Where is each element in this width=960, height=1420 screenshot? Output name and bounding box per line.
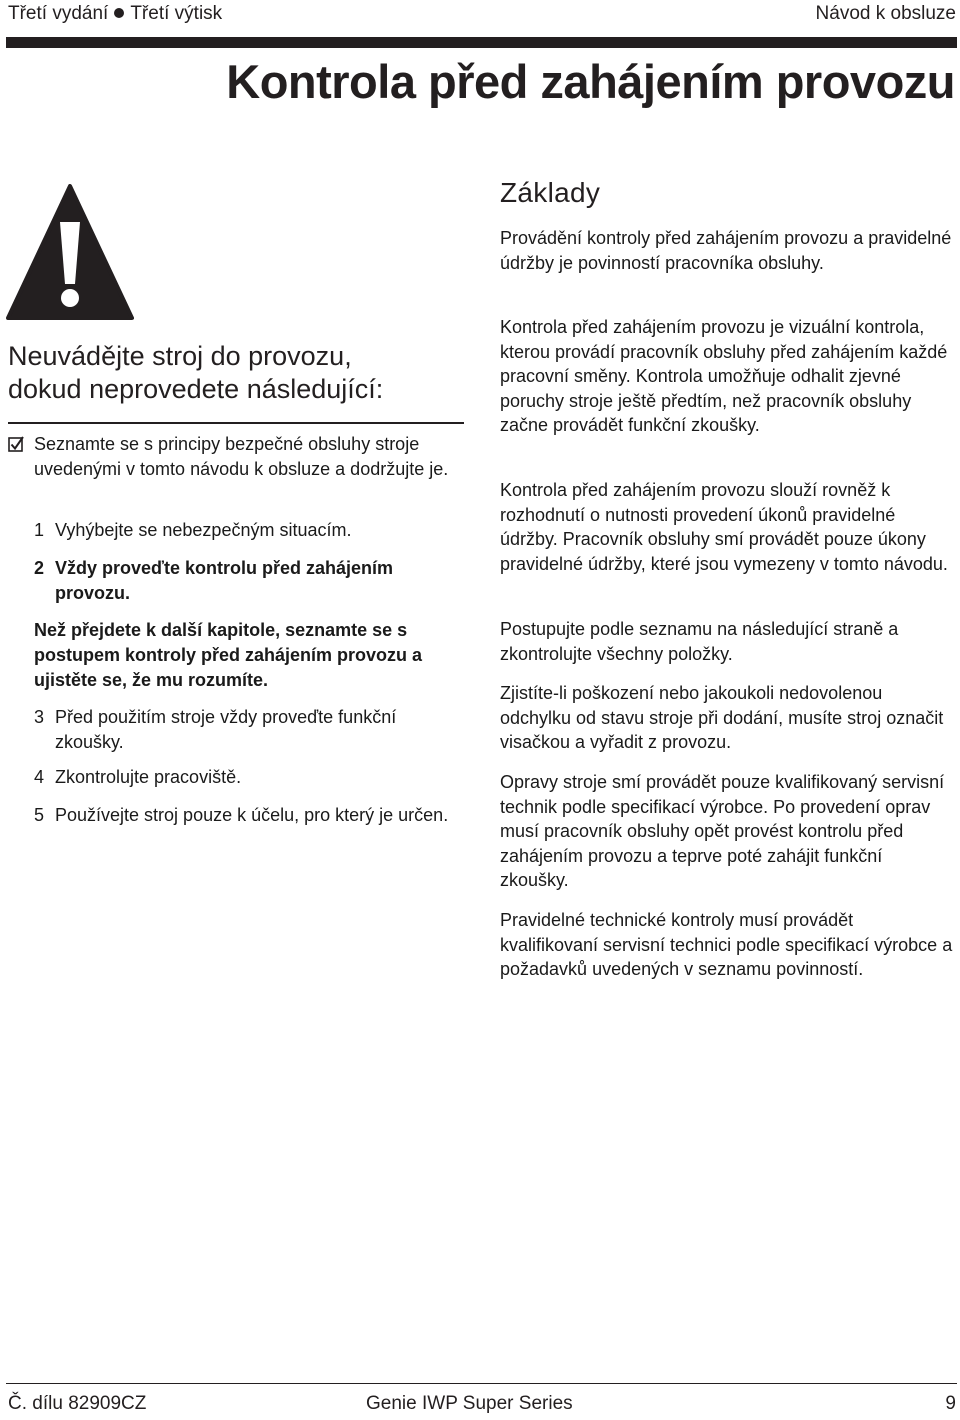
footer-product-name: Genie IWP Super Series (366, 1393, 573, 1414)
footer-part-number: Č. dílu 82909CZ (8, 1393, 147, 1414)
footer-page-number: 9 (945, 1393, 956, 1414)
paragraph: Kontrola před zahájením provozu slouží rovněž k rozhodnutí o nutnosti provedení úkonů pravidelné údržby. Pracovník obsluhy smí provádět pouze úkony pravidelné údržby, které jsou vymezeny v tomto návodu. (500, 480, 948, 574)
list-item-4 (34, 765, 464, 790)
safety-principles-text: Seznamte se s principy bezpečné obsluhy stroje uvedenými v tomto návodu k obsluze a dodržujte je. (34, 434, 449, 479)
list-item-number: 3 (34, 707, 45, 727)
header-bar (6, 37, 957, 48)
edition-label: Třetí vydání (8, 3, 109, 24)
list-item-1 (34, 518, 464, 543)
printing-label: Třetí výtisk (130, 3, 223, 24)
list-item-number: 4 (34, 767, 45, 787)
list-item-text: Vyhýbejte se nebezpečným situacím. (55, 520, 352, 540)
list-item-text: Před použitím stroje vždy proveďte funkční zkoušky. (55, 707, 397, 752)
bullet-icon (114, 8, 124, 18)
header-manual-label: Návod k obsluze (815, 3, 956, 24)
paragraph: Provádění kontroly před zahájením provozu a pravidelné údržby je povinností pracovníka obsluhy. (500, 228, 952, 273)
paragraph: Opravy stroje smí provádět pouze kvalifikovaný servisní technik podle specifikací výrobce. Po provedení oprav musí pracovník obsluhy opět provést kontrolu před zahájením provozu a teprve poté zahájit funkční zkoušky. (500, 772, 945, 890)
footer-divider (6, 1383, 957, 1384)
checked-box-icon (8, 436, 24, 452)
list-item-number: 1 (34, 520, 45, 540)
list-item-3 (34, 705, 464, 755)
header-edition-info (8, 3, 222, 25)
bold-instruction: Než přejdete k další kapitole, seznamte se s postupem kontroly před zahájením provozu a ujistěte se, že mu rozumíte. (34, 620, 423, 690)
section-heading-basics: Základy (500, 177, 601, 208)
list-item-text: Zkontrolujte pracoviště. (55, 767, 242, 787)
page-title: Kontrola před zahájením provozu (226, 55, 955, 108)
paragraph: Postupujte podle seznamu na následující straně a zkontrolujte všechny položky. (500, 619, 899, 664)
list-item-2 (34, 556, 464, 606)
heading-divider (8, 422, 464, 424)
paragraph: Kontrola před zahájením provozu je vizuální kontrola, kterou provádí pracovník obsluhy před zahájením každé pracovní směny. Kontrola umožňuje odhalit zjevné poruchy stroje ještě předtím, než pracovník obsluhy začne provádět funkční zkoušky. (500, 317, 948, 435)
warning-heading-line1: Neuvádějte stroj do provozu, (8, 341, 352, 371)
list-item-text: Vždy proveďte kontrolu před zahájením provozu. (55, 558, 394, 603)
list-item-5 (34, 803, 464, 828)
warning-heading (8, 340, 478, 406)
paragraph: Zjistíte-li poškození nebo jakoukoli nedovolenou odchylku od stavu stroje při dodání, musíte stroj označit visačkou a vyřadit z provozu. (500, 683, 944, 752)
warning-triangle-icon (6, 184, 134, 322)
list-item-text: Používejte stroj pouze k účelu, pro který je určen. (55, 805, 449, 825)
warning-heading-line2: dokud neprovedete následující: (8, 374, 384, 404)
list-item-number: 5 (34, 805, 45, 825)
paragraph: Pravidelné technické kontroly musí provádět kvalifikovaní servisní technici podle specifikací výrobce a požadavků uvedených v seznamu povinností. (500, 910, 953, 979)
list-item-number: 2 (34, 558, 45, 578)
